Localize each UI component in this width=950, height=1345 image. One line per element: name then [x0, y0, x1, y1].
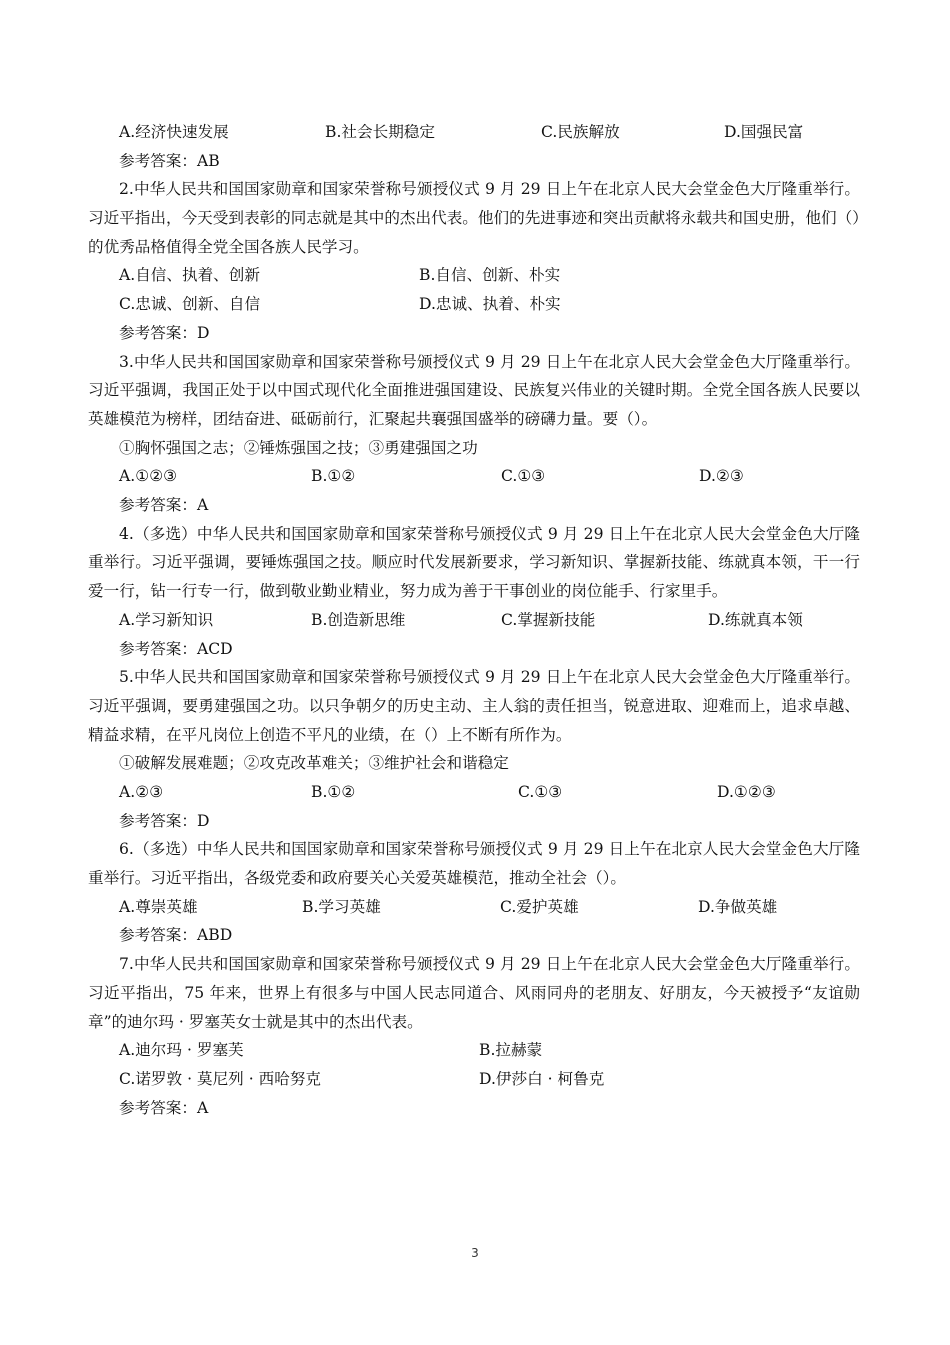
- q6-option-d: D.争做英雄: [698, 897, 778, 916]
- q5-option-a: A.②③: [119, 783, 164, 801]
- q5-options: [88, 778, 860, 807]
- q4-option-c: C.掌握新技能: [501, 610, 596, 629]
- q7-options-row2: [88, 1065, 860, 1094]
- q7-option-d: D.伊莎白 · 柯鲁克: [479, 1069, 605, 1088]
- q3-answer: 参考答案：A: [119, 496, 209, 515]
- q6-answer: 参考答案：ABD: [119, 926, 233, 945]
- q4-answer: 参考答案：ACD: [119, 639, 233, 658]
- q2-option-b: B.自信、创新、朴实: [419, 266, 561, 285]
- q2-options-row2: [88, 290, 860, 319]
- document-page: [88, 118, 860, 1122]
- q7-stem: 7.中华人民共和国国家勋章和国家荣誉称号颁授仪式 9 月 29 日上午在北京人民大会堂金色大厅隆重举行。习近平指出，75 年来，世界上有很多与中国人民志同道合、风雨同舟的老朋友、好朋友，今天被授予“友谊勋章”的迪尔玛 · 罗塞芙女士就是其中的杰出代表。: [88, 955, 860, 1031]
- q3-items: ①胸怀强国之志；②锤炼强国之技；③勇建强国之功: [119, 438, 478, 457]
- q7-option-b: B.拉赫蒙: [479, 1041, 543, 1060]
- q1-options: [88, 118, 860, 147]
- q3-option-b: B.①②: [311, 467, 356, 486]
- q2-answer: 参考答案：D: [119, 323, 210, 342]
- q6-option-c: C.爱护英雄: [500, 897, 579, 916]
- q5-option-b: B.①②: [311, 783, 356, 801]
- q1-answer: 参考答案：AB: [119, 151, 220, 170]
- q5-option-d: D.①②③: [717, 783, 776, 801]
- q6-stem: 6.（多选）中华人民共和国国家勋章和国家荣誉称号颁授仪式 9 月 29 日上午在北京人民大会堂金色大厅隆重举行。习近平指出，各级党委和政府要关心关爱英雄模范，推动全社会（）。: [88, 840, 860, 888]
- q2-option-a: A.自信、执着、创新: [119, 266, 260, 285]
- q7-option-c: C.诺罗敦 · 莫尼列 · 西哈努克: [119, 1069, 322, 1088]
- q1-option-a: A.经济快速发展: [119, 123, 229, 141]
- q6-option-a: A.尊崇英雄: [119, 897, 198, 916]
- q2-option-c: C.忠诚、创新、自信: [119, 295, 261, 314]
- q4-option-d: D.练就真本领: [708, 610, 803, 629]
- q5-answer: 参考答案：D: [119, 811, 210, 830]
- q2-stem: 2.中华人民共和国国家勋章和国家荣誉称号颁授仪式 9 月 29 日上午在北京人民大会堂金色大厅隆重举行。习近平指出，今天受到表彰的同志就是其中的杰出代表。他们的先进事迹和突出贡献将永载共和国史册，他们（）的优秀品格值得全党全国各族人民学习。: [88, 180, 860, 256]
- q7-answer: 参考答案：A: [119, 1098, 209, 1117]
- page-number: 3: [471, 1246, 479, 1260]
- q7-options-row1: [88, 1036, 860, 1065]
- q1-option-b: B.社会长期稳定: [325, 123, 435, 141]
- q2-options-row1: [88, 261, 860, 290]
- q5-option-c: C.①③: [518, 783, 563, 801]
- q3-option-a: A.①②③: [119, 467, 178, 486]
- q7-option-a: A.迪尔玛 · 罗塞芙: [119, 1041, 244, 1060]
- q1-option-d: D.国强民富: [724, 123, 804, 141]
- q1-option-c: C.民族解放: [541, 123, 620, 141]
- q4-option-a: A.学习新知识: [119, 610, 214, 629]
- q4-stem: 4.（多选）中华人民共和国国家勋章和国家荣誉称号颁授仪式 9 月 29 日上午在北京人民大会堂金色大厅隆重举行。习近平强调，要锤炼强国之技。顺应时代发展新要求，学习新知识、掌握新技能、练就真本领，干一行爱一行，钻一行专一行，做到敬业勤业精业，努力成为善于干事创业的岗位能手、行家里手。: [88, 524, 860, 601]
- q3-stem: 3.中华人民共和国国家勋章和国家荣誉称号颁授仪式 9 月 29 日上午在北京人民大会堂金色大厅隆重举行。习近平强调，我国正处于以中国式现代化全面推进强国建设、民族复兴伟业的关键时期。全党全国各族人民要以英雄模范为榜样，团结奋进、砥砺前行，汇聚起共襄强国盛举的磅礴力量。要（）。: [88, 352, 860, 428]
- q5-items: ①破解发展难题；②攻克改革难关；③维护社会和谐稳定: [119, 754, 509, 773]
- q4-options: [88, 606, 860, 635]
- q4-option-b: B.创造新思维: [311, 610, 406, 629]
- q3-option-d: D.②③: [699, 467, 744, 486]
- q5-stem: 5.中华人民共和国国家勋章和国家荣誉称号颁授仪式 9 月 29 日上午在北京人民大会堂金色大厅隆重举行。习近平强调，要勇建强国之功。以只争朝夕的历史主动、主人翁的责任担当，锐意进取、迎难而上，追求卓越、精益求精，在平凡岗位上创造不平凡的业绩，在（）上不断有所作为。: [88, 668, 860, 744]
- q6-option-b: B.学习英雄: [302, 897, 381, 916]
- q2-option-d: D.忠诚、执着、朴实: [419, 295, 561, 314]
- q3-options: [88, 462, 860, 491]
- q6-options: [88, 893, 860, 922]
- q3-option-c: C.①③: [501, 467, 546, 486]
